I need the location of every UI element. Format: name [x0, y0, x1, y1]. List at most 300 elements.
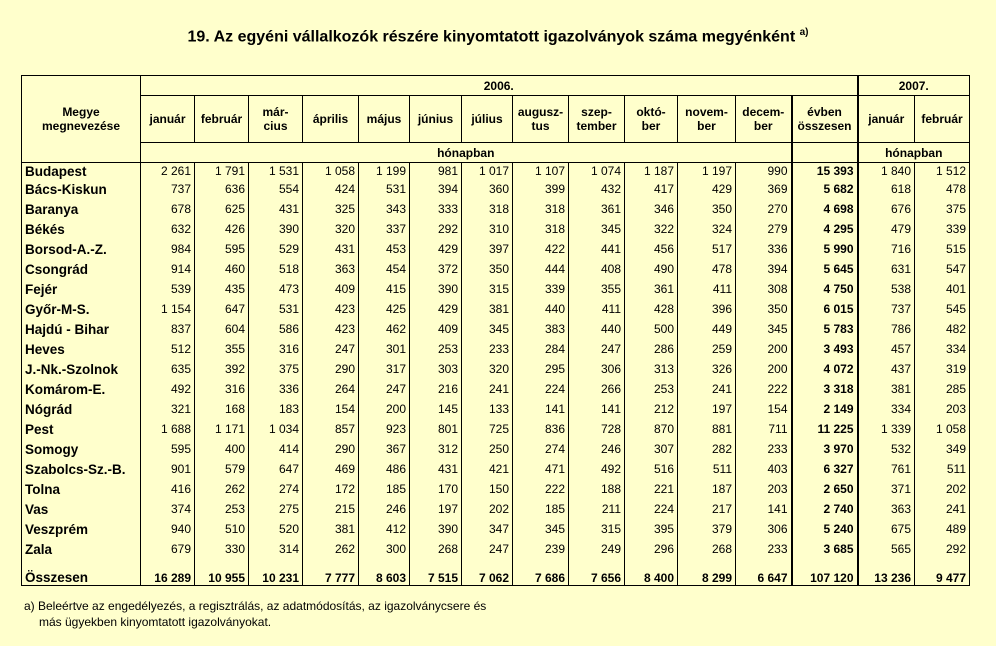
month-value: 326 [678, 359, 736, 379]
value-2007: 1 058 [915, 419, 970, 439]
year-2006-header: 2006. [141, 76, 858, 96]
value-2007: 1 512 [915, 163, 970, 180]
value-2007: 334 [915, 339, 970, 359]
month-value: 343 [359, 199, 410, 219]
month-value: 422 [513, 239, 569, 259]
year-total: 3 970 [792, 439, 858, 459]
value-2007: 676 [858, 199, 915, 219]
month-value: 303 [410, 359, 462, 379]
month-value: 424 [303, 179, 359, 199]
month-value: 881 [678, 419, 736, 439]
month-value: 1 107 [513, 163, 569, 180]
month-value: 374 [141, 499, 195, 519]
month-value: 264 [303, 379, 359, 399]
table-row [22, 459, 970, 479]
month-value: 7 515 [410, 559, 462, 586]
month-value: 247 [569, 339, 625, 359]
month-value: 801 [410, 419, 462, 439]
table-row [22, 439, 970, 459]
month-value: 318 [462, 199, 513, 219]
month-value: 300 [359, 539, 410, 559]
month-value: 381 [303, 519, 359, 539]
month-value: 274 [249, 479, 303, 499]
month-value: 197 [678, 399, 736, 419]
month-value: 296 [625, 539, 678, 559]
month-value: 440 [569, 319, 625, 339]
month-value: 306 [736, 519, 792, 539]
month-value: 539 [141, 279, 195, 299]
year-total: 5 990 [792, 239, 858, 259]
value-2007: 545 [915, 299, 970, 319]
month-value: 431 [249, 199, 303, 219]
month-value: 361 [569, 199, 625, 219]
title-footnote-marker: a) [799, 27, 809, 38]
month-value: 253 [625, 379, 678, 399]
month-value: 247 [462, 539, 513, 559]
month-value: 1 171 [195, 419, 249, 439]
month-value: 224 [625, 499, 678, 519]
month-value: 133 [462, 399, 513, 419]
county-name: Hajdú - Bihar [22, 319, 141, 339]
month-value: 449 [678, 319, 736, 339]
value-2007: 349 [915, 439, 970, 459]
month-value: 2 261 [141, 163, 195, 180]
month-value: 454 [359, 259, 410, 279]
month-value: 486 [359, 459, 410, 479]
value-2007: 457 [858, 339, 915, 359]
month-value: 7 062 [462, 559, 513, 586]
month-header: február [195, 96, 249, 143]
value-2007: 9 477 [915, 559, 970, 586]
month-value: 253 [195, 499, 249, 519]
month-value: 728 [569, 419, 625, 439]
month-value: 372 [410, 259, 462, 279]
month-value: 262 [195, 479, 249, 499]
value-2007: 761 [858, 459, 915, 479]
month-value: 429 [678, 179, 736, 199]
month-header-2007: január [858, 96, 915, 143]
month-value: 290 [303, 359, 359, 379]
month-value: 679 [141, 539, 195, 559]
month-value: 426 [195, 219, 249, 239]
month-value: 318 [513, 199, 569, 219]
month-value: 7 686 [513, 559, 569, 586]
footnote [24, 598, 486, 630]
month-value: 396 [678, 299, 736, 319]
month-value: 517 [678, 239, 736, 259]
month-value: 379 [678, 519, 736, 539]
month-value: 216 [410, 379, 462, 399]
month-value: 211 [569, 499, 625, 519]
county-name: Heves [22, 339, 141, 359]
county-name: Pest [22, 419, 141, 439]
month-value: 295 [513, 359, 569, 379]
month-value: 246 [569, 439, 625, 459]
month-header: július [462, 96, 513, 143]
table-row [22, 299, 970, 319]
value-2007: 538 [858, 279, 915, 299]
value-2007: 401 [915, 279, 970, 299]
month-value: 345 [513, 519, 569, 539]
month-value: 399 [513, 179, 569, 199]
year-total: 3 493 [792, 339, 858, 359]
month-value: 478 [678, 259, 736, 279]
month-value: 923 [359, 419, 410, 439]
value-2007: 786 [858, 319, 915, 339]
month-value: 512 [141, 339, 195, 359]
month-header: októ-ber [625, 96, 678, 143]
month-value: 429 [410, 299, 462, 319]
month-value: 197 [410, 499, 462, 519]
month-value: 345 [736, 319, 792, 339]
month-value: 423 [303, 319, 359, 339]
month-value: 397 [462, 239, 513, 259]
month-value: 315 [462, 279, 513, 299]
month-value: 259 [678, 339, 736, 359]
month-value: 1 791 [195, 163, 249, 180]
month-value: 990 [736, 163, 792, 180]
table-row [22, 339, 970, 359]
month-value: 316 [195, 379, 249, 399]
month-value: 440 [513, 299, 569, 319]
year-total: 3 685 [792, 539, 858, 559]
year-total: 5 682 [792, 179, 858, 199]
month-value: 8 603 [359, 559, 410, 586]
value-2007: 479 [858, 219, 915, 239]
month-value: 200 [736, 339, 792, 359]
month-value: 435 [195, 279, 249, 299]
value-2007: 565 [858, 539, 915, 559]
county-name: Bács-Kiskun [22, 179, 141, 199]
month-header: június [410, 96, 462, 143]
month-value: 233 [736, 539, 792, 559]
value-2007: 631 [858, 259, 915, 279]
month-value: 6 647 [736, 559, 792, 586]
month-value: 1 034 [249, 419, 303, 439]
month-value: 336 [736, 239, 792, 259]
year-total: 4 750 [792, 279, 858, 299]
month-value: 462 [359, 319, 410, 339]
month-value: 394 [736, 259, 792, 279]
month-header: május [359, 96, 410, 143]
table-row [22, 419, 970, 439]
month-value: 314 [249, 539, 303, 559]
month-value: 511 [678, 459, 736, 479]
month-value: 275 [249, 499, 303, 519]
month-value: 375 [249, 359, 303, 379]
value-2007: 371 [858, 479, 915, 499]
value-2007: 511 [915, 459, 970, 479]
month-value: 320 [303, 219, 359, 239]
year-total: 3 318 [792, 379, 858, 399]
value-2007: 437 [858, 359, 915, 379]
table-row [22, 279, 970, 299]
month-value: 425 [359, 299, 410, 319]
month-value: 409 [410, 319, 462, 339]
month-value: 529 [249, 239, 303, 259]
month-value: 360 [462, 179, 513, 199]
table-row [22, 199, 970, 219]
month-value: 274 [513, 439, 569, 459]
year-total: 6 327 [792, 459, 858, 479]
month-value: 215 [303, 499, 359, 519]
county-column-header: Megye megnevezése [22, 76, 141, 163]
month-value: 394 [410, 179, 462, 199]
month-value: 837 [141, 319, 195, 339]
month-value: 241 [462, 379, 513, 399]
county-table [21, 75, 970, 586]
month-value: 308 [736, 279, 792, 299]
month-value: 431 [410, 459, 462, 479]
month-value: 322 [625, 219, 678, 239]
value-2007: 478 [915, 179, 970, 199]
table-row [22, 379, 970, 399]
year-total: 11 225 [792, 419, 858, 439]
year-total: 2 650 [792, 479, 858, 499]
county-name: Nógrád [22, 399, 141, 419]
month-value: 141 [513, 399, 569, 419]
year-total: 6 015 [792, 299, 858, 319]
county-name: Szabolcs-Sz.-B. [22, 459, 141, 479]
month-value: 284 [513, 339, 569, 359]
month-value: 313 [625, 359, 678, 379]
month-value: 154 [736, 399, 792, 419]
month-value: 1 531 [249, 163, 303, 180]
month-value: 222 [513, 479, 569, 499]
month-header: már-cius [249, 96, 303, 143]
month-value: 1 187 [625, 163, 678, 180]
month-value: 355 [195, 339, 249, 359]
month-value: 392 [195, 359, 249, 379]
month-value: 333 [410, 199, 462, 219]
month-value: 316 [249, 339, 303, 359]
county-name: Tolna [22, 479, 141, 499]
year-total: 2 149 [792, 399, 858, 419]
month-value: 737 [141, 179, 195, 199]
county-name: Komárom-E. [22, 379, 141, 399]
month-value: 415 [359, 279, 410, 299]
month-value: 239 [513, 539, 569, 559]
month-value: 168 [195, 399, 249, 419]
month-value: 647 [249, 459, 303, 479]
month-value: 318 [513, 219, 569, 239]
month-value: 222 [736, 379, 792, 399]
month-header: január [141, 96, 195, 143]
month-value: 984 [141, 239, 195, 259]
value-2007: 319 [915, 359, 970, 379]
month-value: 1 688 [141, 419, 195, 439]
month-value: 510 [195, 519, 249, 539]
month-value: 185 [359, 479, 410, 499]
year-total: 15 393 [792, 163, 858, 180]
county-name: Összesen [22, 559, 141, 586]
month-value: 400 [195, 439, 249, 459]
month-value: 339 [513, 279, 569, 299]
month-value: 431 [303, 239, 359, 259]
value-2007: 381 [858, 379, 915, 399]
table-row [22, 499, 970, 519]
month-value: 635 [141, 359, 195, 379]
month-value: 217 [678, 499, 736, 519]
month-value: 337 [359, 219, 410, 239]
month-value: 390 [410, 279, 462, 299]
county-name: Fejér [22, 279, 141, 299]
month-value: 1 154 [141, 299, 195, 319]
month-value: 355 [569, 279, 625, 299]
month-value: 262 [303, 539, 359, 559]
month-value: 250 [462, 439, 513, 459]
table-row [22, 219, 970, 239]
month-value: 312 [410, 439, 462, 459]
month-value: 579 [195, 459, 249, 479]
month-header-2007: február [915, 96, 970, 143]
month-value: 531 [249, 299, 303, 319]
month-value: 336 [249, 379, 303, 399]
value-2007: 1 339 [858, 419, 915, 439]
month-value: 224 [513, 379, 569, 399]
total-column-header: évben összesen [792, 96, 858, 143]
month-value: 471 [513, 459, 569, 479]
month-value: 170 [410, 479, 462, 499]
month-value: 315 [569, 519, 625, 539]
month-value: 325 [303, 199, 359, 219]
month-value: 200 [736, 359, 792, 379]
value-2007: 202 [915, 479, 970, 499]
month-value: 518 [249, 259, 303, 279]
month-value: 187 [678, 479, 736, 499]
month-value: 516 [625, 459, 678, 479]
month-value: 423 [303, 299, 359, 319]
month-value: 7 656 [569, 559, 625, 586]
month-value: 10 231 [249, 559, 303, 586]
month-value: 361 [625, 279, 678, 299]
table-row [22, 479, 970, 499]
month-value: 350 [736, 299, 792, 319]
month-value: 460 [195, 259, 249, 279]
table-row [22, 319, 970, 339]
month-value: 279 [736, 219, 792, 239]
month-value: 940 [141, 519, 195, 539]
county-name: Veszprém [22, 519, 141, 539]
table-row [22, 559, 970, 586]
month-value: 1 197 [678, 163, 736, 180]
month-value: 363 [303, 259, 359, 279]
month-value: 347 [462, 519, 513, 539]
month-value: 345 [569, 219, 625, 239]
county-name: Győr-M-S. [22, 299, 141, 319]
county-name: Somogy [22, 439, 141, 459]
month-value: 321 [141, 399, 195, 419]
month-value: 441 [569, 239, 625, 259]
month-value: 383 [513, 319, 569, 339]
value-2007: 1 840 [858, 163, 915, 180]
month-value: 268 [410, 539, 462, 559]
county-name: J.-Nk.-Szolnok [22, 359, 141, 379]
month-value: 520 [249, 519, 303, 539]
table-row [22, 519, 970, 539]
month-value: 473 [249, 279, 303, 299]
month-value: 350 [678, 199, 736, 219]
month-value: 270 [736, 199, 792, 219]
table-row [22, 399, 970, 419]
month-value: 414 [249, 439, 303, 459]
value-2007: 241 [915, 499, 970, 519]
month-value: 203 [736, 479, 792, 499]
month-value: 202 [462, 499, 513, 519]
month-header: novem-ber [678, 96, 736, 143]
value-2007: 515 [915, 239, 970, 259]
month-value: 221 [625, 479, 678, 499]
total-unit-spacer [792, 143, 858, 163]
county-name: Borsod-A.-Z. [22, 239, 141, 259]
month-value: 711 [736, 419, 792, 439]
year-2007-header: 2007. [858, 76, 970, 96]
month-value: 411 [678, 279, 736, 299]
month-value: 678 [141, 199, 195, 219]
month-value: 286 [625, 339, 678, 359]
year-total: 5 645 [792, 259, 858, 279]
value-2007: 482 [915, 319, 970, 339]
month-value: 456 [625, 239, 678, 259]
value-2007: 618 [858, 179, 915, 199]
month-value: 306 [569, 359, 625, 379]
value-2007: 363 [858, 499, 915, 519]
month-value: 145 [410, 399, 462, 419]
month-value: 233 [462, 339, 513, 359]
county-name: Vas [22, 499, 141, 519]
table-row [22, 179, 970, 199]
footnote-line-1: a) Beleértve az engedélyezés, a regisztrálás, az adatmódosítás, az igazolványcsere és [24, 599, 487, 613]
month-value: 16 289 [141, 559, 195, 586]
month-value: 981 [410, 163, 462, 180]
month-value: 453 [359, 239, 410, 259]
value-2007: 489 [915, 519, 970, 539]
value-2007: 716 [858, 239, 915, 259]
month-value: 395 [625, 519, 678, 539]
month-value: 324 [678, 219, 736, 239]
month-value: 246 [359, 499, 410, 519]
year-total: 107 120 [792, 559, 858, 586]
month-value: 381 [462, 299, 513, 319]
month-value: 432 [569, 179, 625, 199]
month-header: április [303, 96, 359, 143]
value-2007: 285 [915, 379, 970, 399]
month-value: 301 [359, 339, 410, 359]
footnote-line-2: más ügyekben kinyomtatott igazolványokat. [39, 615, 272, 629]
month-value: 595 [195, 239, 249, 259]
month-header: decem-ber [736, 96, 792, 143]
month-value: 857 [303, 419, 359, 439]
month-value: 247 [303, 339, 359, 359]
month-value: 7 777 [303, 559, 359, 586]
month-value: 492 [569, 459, 625, 479]
month-value: 647 [195, 299, 249, 319]
month-value: 444 [513, 259, 569, 279]
month-value: 345 [462, 319, 513, 339]
month-value: 492 [141, 379, 195, 399]
month-value: 247 [359, 379, 410, 399]
month-value: 266 [569, 379, 625, 399]
month-value: 390 [249, 219, 303, 239]
month-value: 421 [462, 459, 513, 479]
month-value: 8 400 [625, 559, 678, 586]
table-row [22, 163, 970, 180]
month-value: 836 [513, 419, 569, 439]
month-value: 154 [303, 399, 359, 419]
month-value: 725 [462, 419, 513, 439]
value-2007: 203 [915, 399, 970, 419]
value-2007: 13 236 [858, 559, 915, 586]
